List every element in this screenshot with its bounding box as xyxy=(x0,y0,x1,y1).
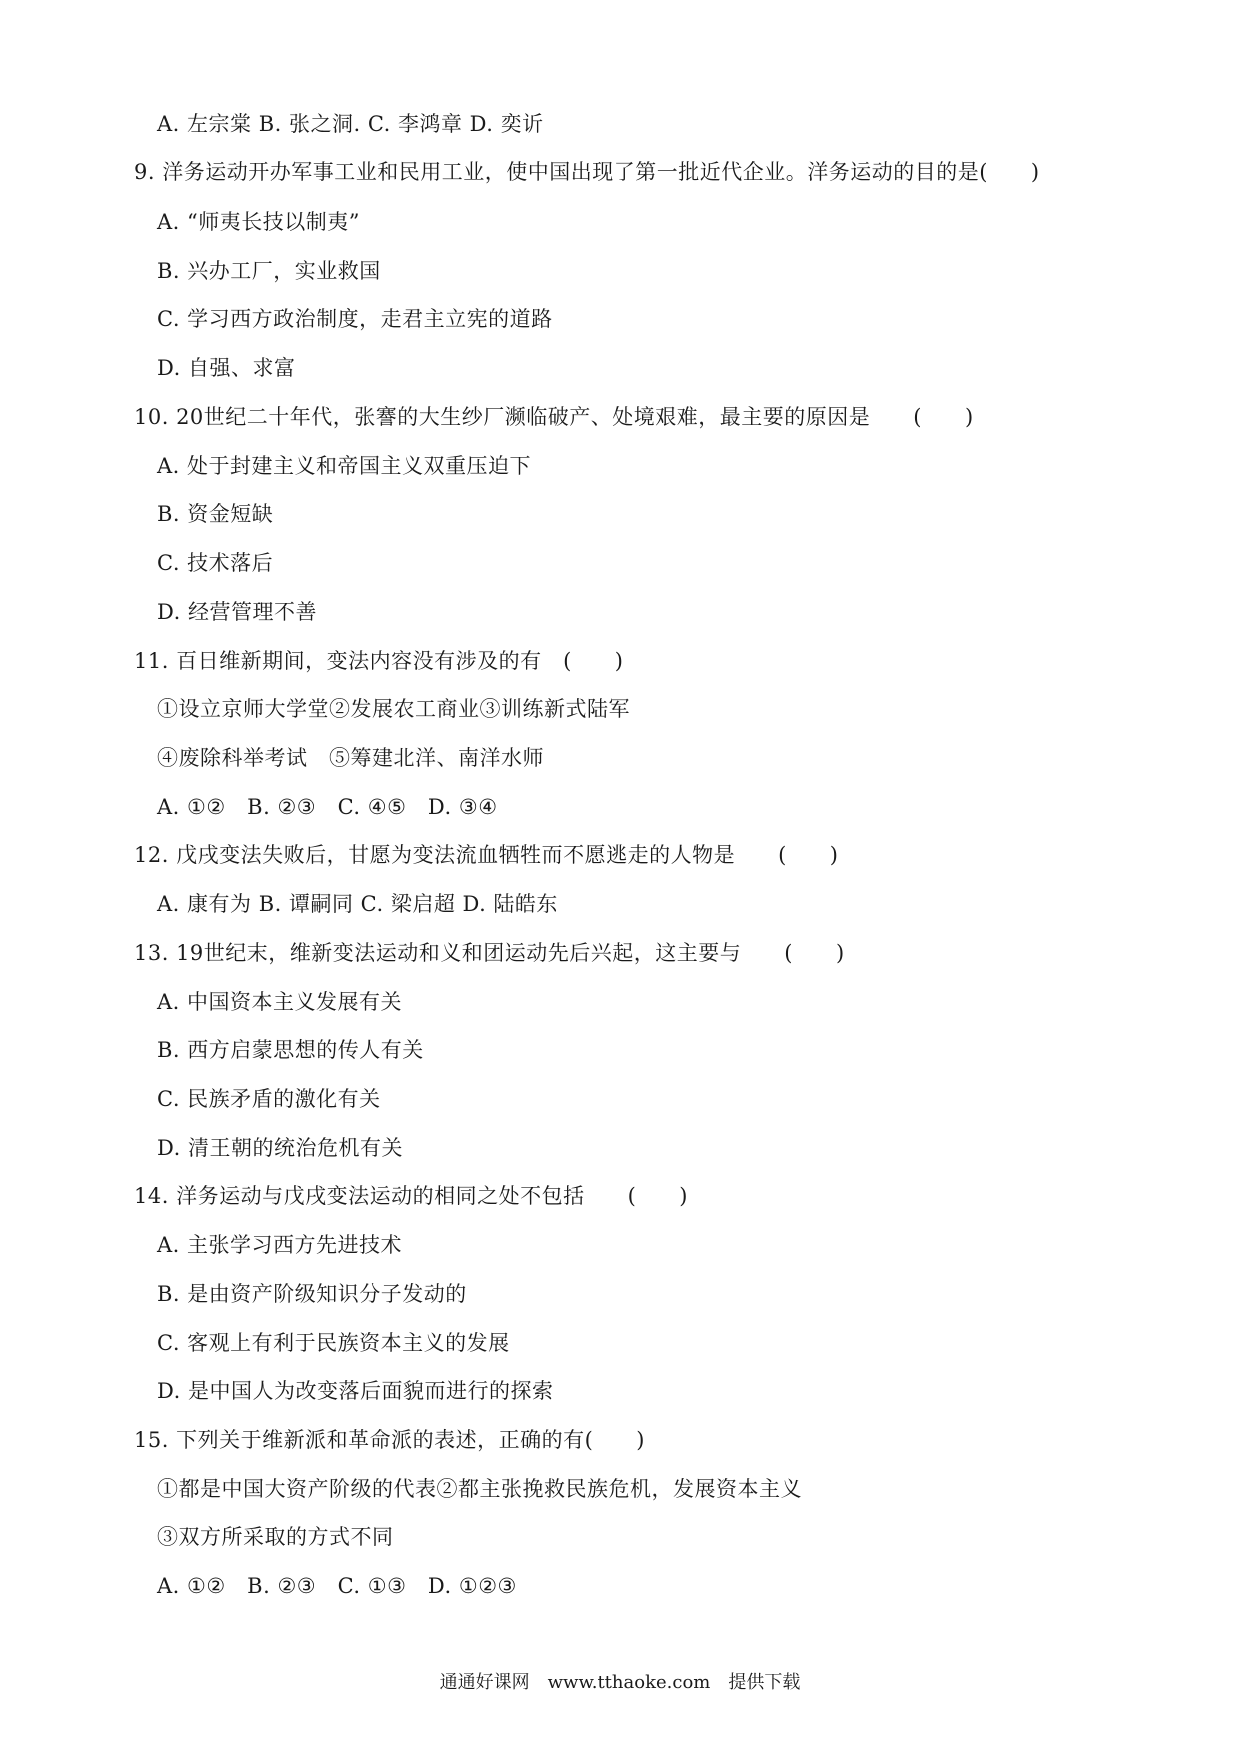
q8-options: A. 左宗棠 B. 张之洞. C. 李鸿章 D. 奕䜣 xyxy=(157,112,544,136)
q15-options: A. ①② B. ②③ C. ①③ D. ①②③ xyxy=(157,1574,517,1598)
q13-option-b: B. 西方启蒙思想的传人有关 xyxy=(157,1038,424,1062)
q13-option-d: D. 清王朝的统治危机有关 xyxy=(157,1136,403,1160)
q13-option-c: C. 民族矛盾的激化有关 xyxy=(157,1087,381,1111)
q13-option-a: A. 中国资本主义发展有关 xyxy=(157,990,403,1014)
question-13: 13. 19世纪末，维新变法运动和义和团运动先后兴起，这主要与 ( ) xyxy=(134,941,845,965)
question-12: 12. 戊戌变法失败后，甘愿为变法流血牺牲而不愿逃走的人物是 ( ) xyxy=(134,843,839,867)
page-footer: 通通好课网 www.tthaoke.com 提供下载 xyxy=(439,1672,801,1693)
question-15: 15. 下列关于维新派和革命派的表述，正确的有( ) xyxy=(134,1428,645,1452)
q15-statements-1: ①都是中国大资产阶级的代表②都主张挽救民族危机，发展资本主义 xyxy=(157,1477,802,1501)
q14-option-b: B. 是由资产阶级知识分子发动的 xyxy=(157,1282,467,1306)
q14-option-a: A. 主张学习西方先进技术 xyxy=(157,1233,403,1257)
q11-statements-2: ④废除科举考试 ⑤筹建北洋、南洋水师 xyxy=(157,746,544,770)
question-10: 10. 20世纪二十年代，张謇的大生纱厂濒临破产、处境艰难，最主要的原因是 ( ) xyxy=(134,405,974,429)
question-11: 11. 百日维新期间，变法内容没有涉及的有 ( ) xyxy=(134,649,624,673)
q12-options: A. 康有为 B. 谭嗣同 C. 梁启超 D. 陆皓东 xyxy=(157,892,558,916)
q14-option-d: D. 是中国人为改变落后面貌而进行的探索 xyxy=(157,1379,554,1403)
q10-option-c: C. 技术落后 xyxy=(157,551,274,575)
q9-option-a: A. “师夷长技以制夷” xyxy=(157,210,360,234)
question-14: 14. 洋务运动与戊戌变法运动的相同之处不包括 ( ) xyxy=(134,1184,688,1208)
q9-option-c: C. 学习西方政治制度，走君主立宪的道路 xyxy=(157,307,553,331)
q15-statements-2: ③双方所采取的方式不同 xyxy=(157,1525,394,1549)
q10-option-a: A. 处于封建主义和帝国主义双重压迫下 xyxy=(157,454,532,478)
q10-option-b: B. 资金短缺 xyxy=(157,502,274,526)
question-9: 9. 洋务运动开办军事工业和民用工业，使中国出现了第一批近代企业。洋务运动的目的是( ) xyxy=(134,160,1040,184)
q11-options: A. ①② B. ②③ C. ④⑤ D. ③④ xyxy=(157,795,498,819)
q9-option-d: D. 自强、求富 xyxy=(157,356,296,380)
q11-statements-1: ①设立京师大学堂②发展农工商业③训练新式陆军 xyxy=(157,697,630,721)
q10-option-d: D. 经营管理不善 xyxy=(157,600,317,624)
q9-option-b: B. 兴办工厂，实业救国 xyxy=(157,259,381,283)
q14-option-c: C. 客观上有利于民族资本主义的发展 xyxy=(157,1331,510,1355)
